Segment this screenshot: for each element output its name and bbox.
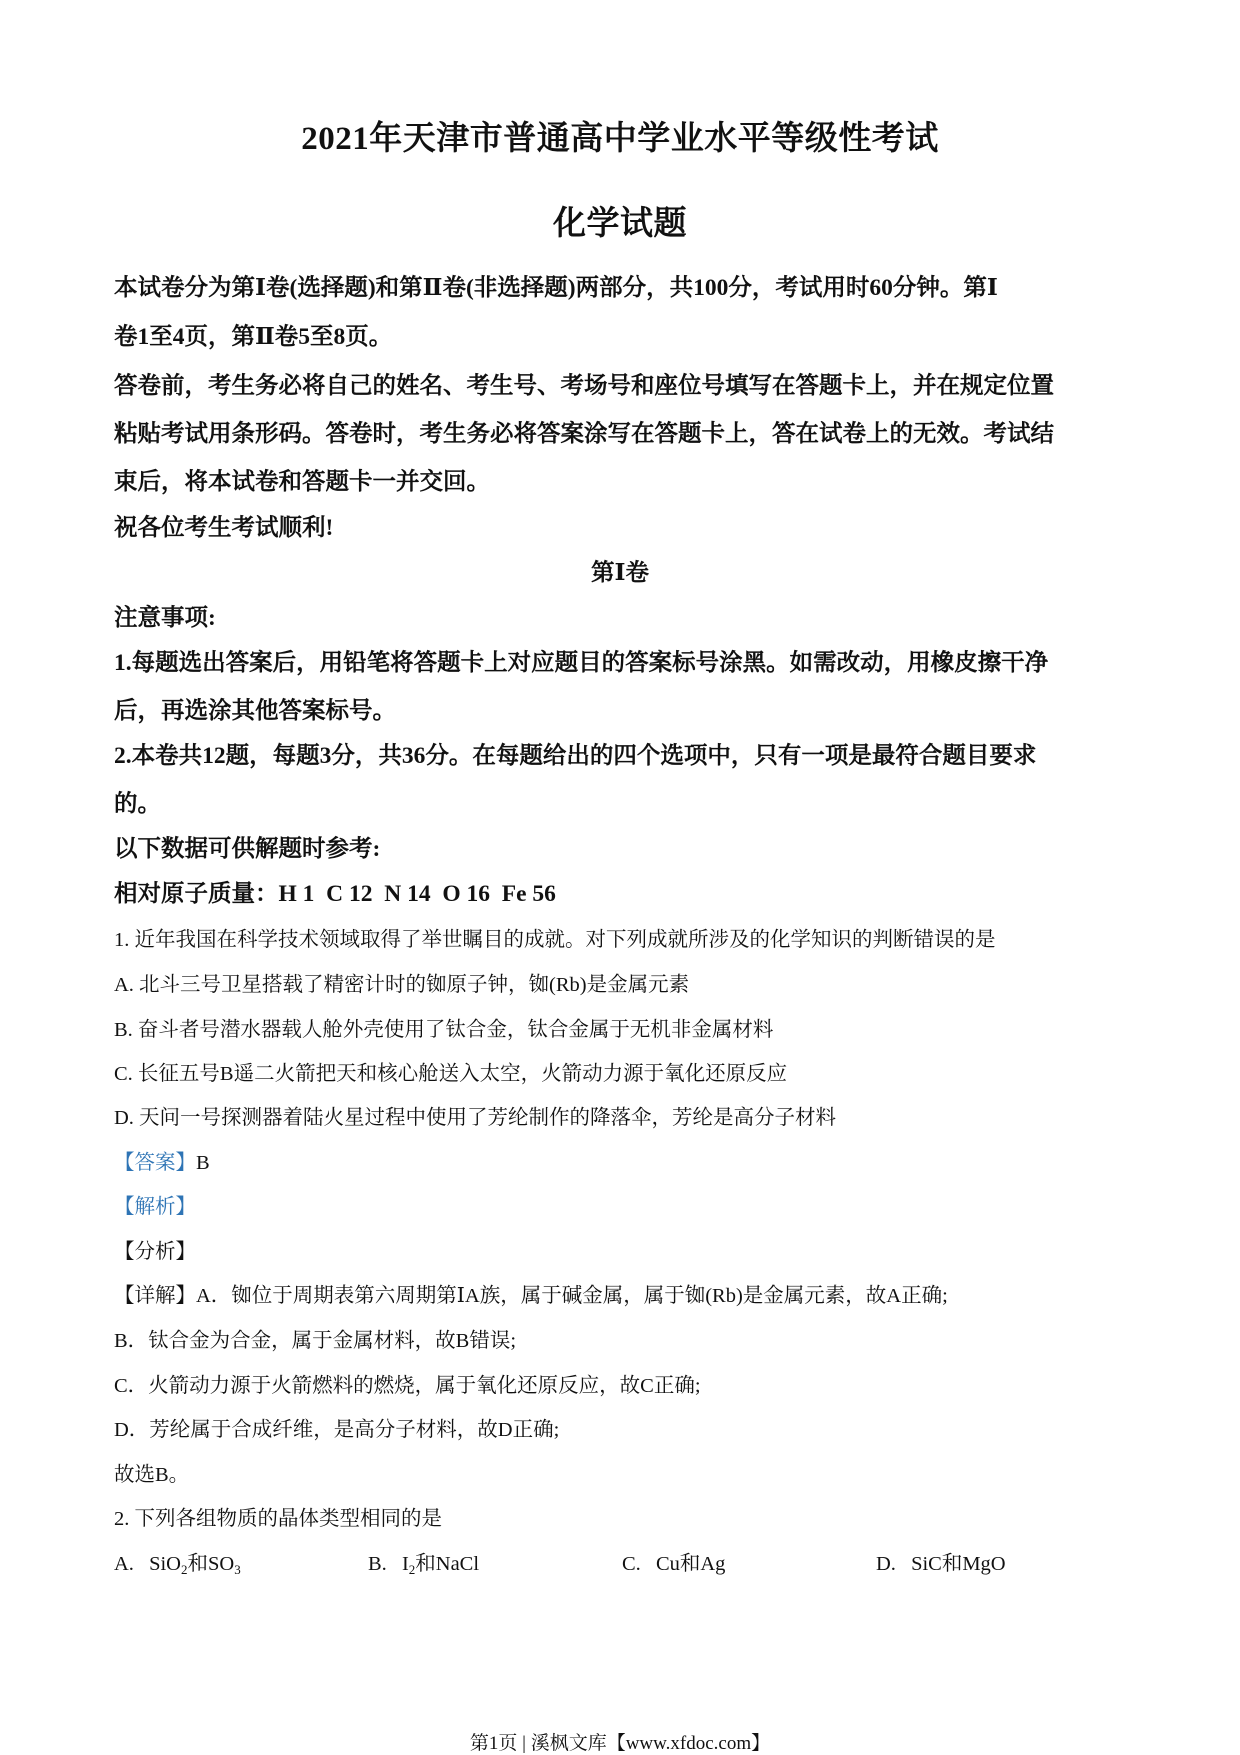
note-2-line-2: 的。 <box>114 791 161 817</box>
detail-a-text: A．铷位于周期表第六周期第ⅠA族，属于碱金属，属于铷(Rb)是金属元素，故A正确; <box>196 1285 948 1307</box>
atomic-masses: 相对原子质量：H 1 C 12 N 14 O 16 Fe 56 <box>114 881 556 907</box>
question-2-option-b: B. $I_2$和NaCl <box>368 1553 480 1577</box>
answer-line <box>114 1145 210 1175</box>
question-2-option-d: D. SiC和MgO <box>876 1553 1006 1575</box>
question-2-option-a: A. SiO$_2$和$SO_3$ <box>114 1553 241 1577</box>
notes-title: 注意事项: <box>114 605 216 631</box>
answer-value: B <box>196 1152 210 1174</box>
question-1-option-d: D. 天问一号探测器着陆火星过程中使用了芳纶制作的降落伞，芳纶是高分子材料 <box>114 1107 837 1129</box>
exam-title: 2021年天津市普通高中学业水平等级性考试 <box>301 121 939 157</box>
instruction-line-2: 卷1至4页，第Ⅱ卷5至8页。 <box>114 324 393 350</box>
instruction-line-6: 祝各位考生考试顺利! <box>114 515 334 541</box>
page-footer: 第1页 | 溪枫文库【www.xfdoc.com】 <box>469 1733 771 1754</box>
detail-line-d: D．芳纶属于合成纤维，是高分子材料，故D正确; <box>114 1419 560 1441</box>
question-2-stem: 2. 下列各组物质的晶体类型相同的是 <box>114 1508 442 1530</box>
detail-line-c: C．火箭动力源于火箭燃料的燃烧，属于氧化还原反应，故C正确; <box>114 1375 701 1397</box>
question-1-option-a: A. 北斗三号卫星搭载了精密计时的铷原子钟，铷(Rb)是金属元素 <box>114 974 690 996</box>
conclusion: 故选B。 <box>114 1464 190 1486</box>
note-1-line-1: 1.每题选出答案后，用铅笔将答题卡上对应题目的答案标号涂黑。如需改动，用橡皮擦干净 <box>114 650 1049 676</box>
reference-title: 以下数据可供解题时参考: <box>114 836 381 862</box>
section-heading: 第Ⅰ卷 <box>591 560 649 586</box>
question-1-option-b: B. 奋斗者号潜水器载人舱外壳使用了钛合金，钛合金属于无机非金属材料 <box>114 1019 774 1041</box>
note-2-line-1: 2.本卷共12题，每题3分，共36分。在每题给出的四个选项中，只有一项是最符合题目要求 <box>114 743 1037 769</box>
fenxi-tag: 【分析】 <box>114 1241 196 1263</box>
analysis-tag: 【解析】 <box>114 1196 196 1218</box>
instruction-line-5: 束后，将本试卷和答题卡一并交回。 <box>114 469 490 495</box>
detail-line-b: B．钛合金为合金，属于金属材料，故B错误; <box>114 1330 517 1352</box>
question-1-option-c: C. 长征五号B遥二火箭把天和核心舱送入太空，火箭动力源于氧化还原反应 <box>114 1063 788 1085</box>
detail-line-a <box>114 1278 948 1308</box>
detail-tag: 【详解】 <box>114 1285 196 1307</box>
instruction-line-4: 粘贴考试用条形码。答卷时，考生务必将答案涂写在答题卡上，答在试卷上的无效。考试结 <box>114 421 1054 447</box>
exam-subtitle: 化学试题 <box>553 206 687 242</box>
instruction-line-1: 本试卷分为第Ⅰ卷(选择题)和第Ⅱ卷(非选择题)两部分，共100分，考试用时60分钟。第Ⅰ <box>114 275 998 301</box>
question-2-option-c: C. Cu和Ag <box>622 1553 726 1575</box>
answer-tag: 【答案】 <box>114 1152 196 1174</box>
instruction-line-3: 答卷前，考生务必将自己的姓名、考生号、考场号和座位号填写在答题卡上，并在规定位置 <box>114 373 1054 399</box>
note-1-line-2: 后，再选涂其他答案标号。 <box>114 698 396 724</box>
question-1-stem: 1. 近年我国在科学技术领域取得了举世瞩目的成就。对下列成就所涉及的化学知识的判断错误的是 <box>114 929 996 951</box>
